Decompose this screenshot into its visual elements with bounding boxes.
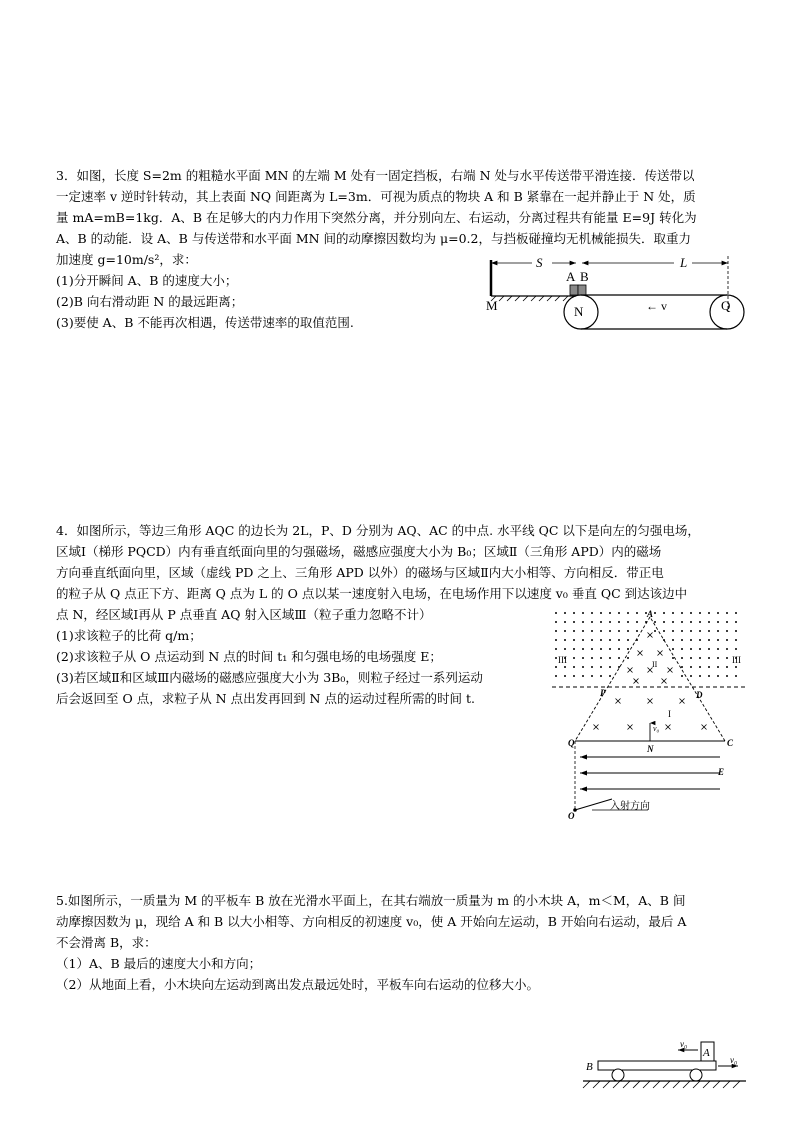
region-3-dots xyxy=(555,612,737,677)
field-dot xyxy=(609,612,611,614)
field-dot xyxy=(681,657,683,659)
field-dot xyxy=(735,612,737,614)
question-5 xyxy=(56,890,746,995)
q4-line-3: 方向垂直纸面向里，区域（虚线 PD 之上、三角形 APD 以外）的磁场与区域Ⅱ内大小相等、方向相反．带正电 xyxy=(56,565,664,580)
field-dot xyxy=(735,648,737,650)
field-dot xyxy=(663,612,665,614)
label-v: ← v xyxy=(646,299,667,313)
label-c: C xyxy=(727,738,734,748)
field-dot xyxy=(708,612,710,614)
field-dot xyxy=(726,612,728,614)
field-cross xyxy=(662,679,667,684)
field-dot xyxy=(672,657,674,659)
field-dot xyxy=(555,648,557,650)
field-dot xyxy=(708,621,710,623)
field-dot xyxy=(636,630,638,632)
field-dot xyxy=(690,612,692,614)
field-dot xyxy=(555,675,557,677)
label-n4: N xyxy=(647,744,654,754)
field-dot xyxy=(582,621,584,623)
label-q4: Q xyxy=(568,738,575,748)
field-dot xyxy=(627,657,629,659)
field-dot xyxy=(699,612,701,614)
field-dot xyxy=(564,630,566,632)
field-dot xyxy=(726,657,728,659)
label-v0-left: v₀ xyxy=(680,1039,688,1049)
field-dot xyxy=(654,630,656,632)
field-cross xyxy=(702,725,707,730)
field-dot xyxy=(600,675,602,677)
q3-line-8: (3)要使 A、B 不能再次相遇，传送带速率的取值范围. xyxy=(56,315,354,330)
field-dot xyxy=(699,666,701,668)
field-cross xyxy=(666,725,671,730)
field-dot xyxy=(600,621,602,623)
field-cross xyxy=(616,699,621,704)
field-dot xyxy=(708,630,710,632)
field-dot xyxy=(555,639,557,641)
field-dot xyxy=(609,621,611,623)
q4-line-5: 点 N，经区域Ⅰ再从 P 点垂直 AQ 射入区域Ⅲ（粒子重力忽略不计） xyxy=(56,607,432,622)
field-dot xyxy=(609,630,611,632)
label-region-3-right: III xyxy=(732,655,741,665)
field-dot xyxy=(618,648,620,650)
field-dot xyxy=(573,657,575,659)
label-region-1: I xyxy=(668,709,671,719)
q3-line-4: A、B 的动能．设 A、B 与传送带和水平面 MN 间的动摩擦因数均为 μ=0.2，与挡板碰撞均无机械能损失．取重力 xyxy=(56,231,691,246)
wheel-right xyxy=(690,1069,702,1081)
field-dot xyxy=(690,630,692,632)
field-dot xyxy=(555,612,557,614)
field-cross xyxy=(648,633,653,638)
field-dot xyxy=(681,621,683,623)
field-dot xyxy=(609,657,611,659)
field-dot xyxy=(591,657,593,659)
field-dot xyxy=(672,630,674,632)
field-dot xyxy=(627,639,629,641)
q3-line-1: 3．如图，长度 S=2m 的粗糙水平面 MN 的左端 M 处有一固定挡板，右端 N 处与水平传送带平滑连接．传送带以 xyxy=(56,168,695,183)
q3-line-5: 加速度 g=10m/s²，求： xyxy=(56,252,197,267)
label-m: M xyxy=(486,298,498,313)
field-dot xyxy=(636,612,638,614)
block-a xyxy=(570,285,578,295)
label-region-3-left: III xyxy=(558,655,567,665)
q4-line-9: 后会返回至 O 点，求粒子从 N 点出发再回到 N 点的运动过程所需的时间 t. xyxy=(56,691,475,706)
field-dot xyxy=(699,621,701,623)
field-dot xyxy=(591,621,593,623)
field-dot xyxy=(717,621,719,623)
field-dot xyxy=(708,639,710,641)
field-dot xyxy=(600,666,602,668)
q3-figure xyxy=(478,250,750,340)
field-cross xyxy=(634,679,639,684)
field-dot xyxy=(573,630,575,632)
field-dot xyxy=(708,675,710,677)
label-inject: 入射方向 xyxy=(610,801,650,812)
field-dot xyxy=(735,666,737,668)
q5-line-5: （2）从地面上看，小木块向左运动到离出发点最远处时，平板车向右运动的位移大小。 xyxy=(56,977,539,992)
q4-line-1: 4．如图所示，等边三角形 AQC 的边长为 2L，P、D 分别为 AQ、AC 的中点. 水平线 QC 以下是向左的匀强电场， xyxy=(56,523,700,538)
q5-line-2: 动摩擦因数为 μ，现给 A 和 B 以大小相等、方向相反的初速度 v₀，使 A 开始向左运动，B 开始向右运动，最后 A xyxy=(56,914,687,929)
field-dot xyxy=(726,639,728,641)
field-dot xyxy=(654,621,656,623)
field-dot xyxy=(681,675,683,677)
field-dot xyxy=(609,639,611,641)
field-dot xyxy=(699,630,701,632)
field-dot xyxy=(573,621,575,623)
field-dot xyxy=(726,621,728,623)
field-dot xyxy=(726,666,728,668)
field-dot xyxy=(573,666,575,668)
field-dot xyxy=(627,630,629,632)
triangle-aqc xyxy=(575,617,725,741)
field-dot xyxy=(681,648,683,650)
field-dot xyxy=(681,612,683,614)
field-dot xyxy=(699,657,701,659)
field-dot xyxy=(564,648,566,650)
q3-line-6: (1)分开瞬间 A、B 的速度大小； xyxy=(56,273,238,288)
field-dot xyxy=(717,657,719,659)
field-dot xyxy=(690,657,692,659)
field-dot xyxy=(591,630,593,632)
q3-line-2: 一定速率 v 逆时针转动，其上表面 NQ 间距离为 L=3m．可视为质点的物块 A 和 B 紧靠在一起并静止于 N 处，质 xyxy=(56,189,696,204)
field-dot xyxy=(591,639,593,641)
field-dot xyxy=(663,630,665,632)
field-dot xyxy=(636,621,638,623)
field-cross xyxy=(668,668,673,673)
field-dot xyxy=(717,666,719,668)
field-dot xyxy=(735,675,737,677)
field-dot xyxy=(690,666,692,668)
field-dot xyxy=(681,639,683,641)
field-dot xyxy=(582,675,584,677)
label-b: B xyxy=(580,269,589,284)
inject-line xyxy=(575,799,612,810)
label-b5: B xyxy=(586,1061,593,1073)
field-dot xyxy=(564,666,566,668)
field-dot xyxy=(627,621,629,623)
field-dot xyxy=(573,675,575,677)
field-cross xyxy=(680,699,685,704)
field-dot xyxy=(582,612,584,614)
field-dot xyxy=(708,648,710,650)
field-dot xyxy=(672,621,674,623)
q4-figure xyxy=(550,605,750,827)
label-v0-right: v₀ xyxy=(730,1055,738,1065)
field-dot xyxy=(591,648,593,650)
field-dot xyxy=(654,612,656,614)
field-dot xyxy=(717,630,719,632)
field-dot xyxy=(591,666,593,668)
q5-line-3: 不会滑离 B，求： xyxy=(56,935,157,950)
field-dot xyxy=(681,666,683,668)
field-cross xyxy=(628,725,633,730)
field-dot xyxy=(582,666,584,668)
field-dot xyxy=(699,648,701,650)
field-dot xyxy=(555,666,557,668)
field-dot xyxy=(573,648,575,650)
field-dot xyxy=(618,612,620,614)
label-l: L xyxy=(680,255,688,270)
label-d: D xyxy=(696,690,703,700)
wheel-left xyxy=(612,1069,624,1081)
label-o: O xyxy=(568,811,575,821)
field-dot xyxy=(582,648,584,650)
label-a5: A xyxy=(703,1047,710,1059)
field-dot xyxy=(591,675,593,677)
field-dot xyxy=(573,639,575,641)
field-cross xyxy=(628,668,633,673)
field-dot xyxy=(681,630,683,632)
q3-line-3: 量 mA=mB=1kg．A、B 在足够大的内力作用下突然分离，并分别向左、右运动，分离过程共有能量 E=9J 转化为 xyxy=(56,210,697,225)
field-dot xyxy=(600,639,602,641)
field-dot xyxy=(618,657,620,659)
field-dot xyxy=(564,639,566,641)
field-dot xyxy=(735,639,737,641)
field-dot xyxy=(699,639,701,641)
field-dot xyxy=(591,612,593,614)
field-dot xyxy=(735,621,737,623)
field-dot xyxy=(717,639,719,641)
field-dot xyxy=(609,675,611,677)
q5-line-1: 5.如图所示，一质量为 M 的平板车 B 放在光滑水平面上，在其右端放一质量为 m 的小木块 A，m＜M，A、B 间 xyxy=(56,893,686,908)
field-dot xyxy=(618,630,620,632)
field-cross xyxy=(594,725,599,730)
field-dot xyxy=(717,675,719,677)
field-dot xyxy=(672,612,674,614)
field-dot xyxy=(627,648,629,650)
field-dot xyxy=(555,621,557,623)
field-dot xyxy=(627,612,629,614)
field-dot xyxy=(690,621,692,623)
field-dot xyxy=(672,648,674,650)
field-dot xyxy=(600,630,602,632)
field-dot xyxy=(690,675,692,677)
block-b xyxy=(578,285,586,295)
field-dot xyxy=(582,657,584,659)
label-e: E xyxy=(718,767,725,777)
field-cross xyxy=(638,651,643,656)
field-dot xyxy=(600,657,602,659)
field-dot xyxy=(555,657,557,659)
field-dot xyxy=(600,648,602,650)
field-dot xyxy=(717,648,719,650)
field-dot xyxy=(582,630,584,632)
q4-line-2: 区域Ⅰ（梯形 PQCD）内有垂直纸面向里的匀强磁场，磁感应强度大小为 B₀；区域Ⅱ（三角形 APD）内的磁场 xyxy=(56,544,662,559)
field-dot xyxy=(690,648,692,650)
q5-line-4: （1）A、B 最后的速度大小和方向； xyxy=(56,956,262,971)
region-crosses xyxy=(594,633,707,730)
field-dot xyxy=(564,612,566,614)
field-dot xyxy=(717,612,719,614)
q4-line-4: 的粒子从 Q 点正下方、距离 Q 点为 L 的 O 点以某一速度射入电场，在电场作用下以速度 v₀ 垂直 QC 到达该边中 xyxy=(56,586,688,601)
board-b xyxy=(598,1061,716,1070)
q4-line-6: (1)求该粒子的比荷 q/m； xyxy=(56,628,202,643)
label-a: A xyxy=(566,269,576,284)
field-dot xyxy=(735,630,737,632)
field-dot xyxy=(564,621,566,623)
label-n: N xyxy=(574,304,584,319)
q4-line-8: (3)若区域Ⅱ和区域Ⅲ内磁场的磁感应强度大小为 3B₀，则粒子经过一系列运动 xyxy=(56,670,483,685)
field-cross xyxy=(648,699,653,704)
field-dot xyxy=(555,630,557,632)
field-dot xyxy=(618,639,620,641)
field-dot xyxy=(609,666,611,668)
label-s: S xyxy=(536,255,543,270)
field-dot xyxy=(582,639,584,641)
field-dot xyxy=(699,675,701,677)
label-v0: v₀ xyxy=(653,724,660,733)
label-p: P xyxy=(600,688,606,698)
q3-line-7: (2)B 向右滑动距 N 的最远距离； xyxy=(56,294,244,309)
field-dot xyxy=(726,630,728,632)
field-dot xyxy=(600,612,602,614)
label-a4: A xyxy=(647,609,654,619)
field-dot xyxy=(726,675,728,677)
field-dot xyxy=(726,648,728,650)
field-dot xyxy=(609,648,611,650)
field-dot xyxy=(573,612,575,614)
field-dot xyxy=(708,666,710,668)
label-q: Q xyxy=(721,298,731,313)
field-dot xyxy=(618,621,620,623)
field-dot xyxy=(564,675,566,677)
field-cross xyxy=(658,651,663,656)
field-dot xyxy=(663,621,665,623)
field-dot xyxy=(672,639,674,641)
field-dot xyxy=(690,639,692,641)
field-dot xyxy=(708,657,710,659)
label-region-2: II xyxy=(652,660,658,669)
q5-figure xyxy=(578,1035,750,1105)
q4-line-7: (2)求该粒子从 O 点运动到 N 点的时间 t₁ 和匀强电场的电场强度 E； xyxy=(56,649,442,664)
